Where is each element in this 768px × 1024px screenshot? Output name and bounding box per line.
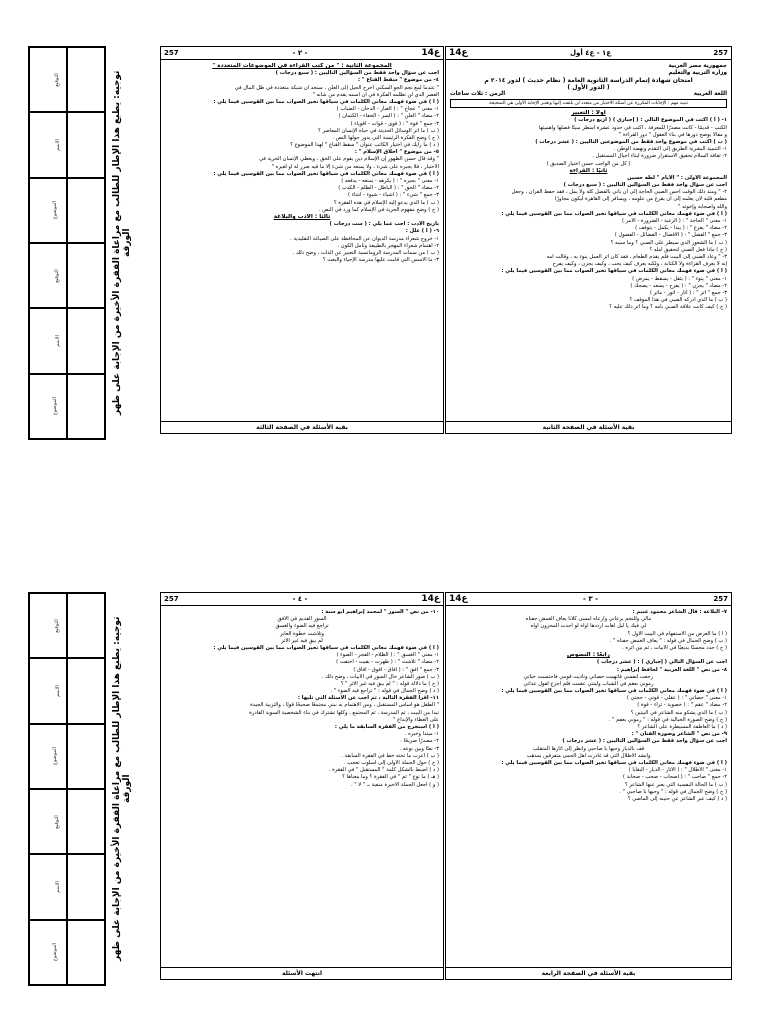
exam-title-block xyxy=(450,63,727,98)
page-two xyxy=(160,46,444,434)
exam-round: ( الدور الأول ) xyxy=(567,84,610,91)
question-line: والله وأصحابه وإخوته " xyxy=(678,203,727,210)
exam-tag: ع14 xyxy=(421,594,440,604)
grid-cell: التوقيع xyxy=(29,789,67,854)
question-line: ٢- مضاد " عقم " : ( خصوبة - ثراء - قوة ) xyxy=(637,702,727,709)
question-line: ( ب ) ما الشعور الذي سيطر على الصبي ؟ وما سببه ؟ xyxy=(610,239,727,246)
question-line: ( ب ) ما الذي يدعو إليه الإسلام في هذه الفقرة ؟ xyxy=(333,199,439,206)
question-line: ( هـ ) ما نوع " ثم " في الفقرة ؟ وما معناها ؟ xyxy=(342,774,439,781)
question-line: ( أ ) استخرج من الفقرة السابقة ما يلي : xyxy=(334,724,439,730)
grid-cell xyxy=(67,789,105,854)
page-number: ع١ - ع٤ أول xyxy=(569,49,612,57)
grid-cell xyxy=(67,308,105,373)
exam-sheet-top xyxy=(0,38,768,448)
page-number: - ٣ - xyxy=(583,595,599,603)
grid-cell xyxy=(67,47,105,112)
question-line: ٢- مضاد " الحق " : ( الباطل - الظلم - الكذب ) xyxy=(338,185,439,192)
question-line: ( أ ) في ضوء فهمك معاني الكلمات في سياقها تخير الصواب مما بين القوسين فيما يلي : xyxy=(213,170,439,177)
question-line: ( ج ) وضح الجمال في قوله : " وحيها يا صاحبي " . xyxy=(619,788,727,795)
question-line: ١- ( أ ) اكتب في الموضوع التالي : ( إجباري ) ( أربع درجات ) xyxy=(574,117,727,124)
grid-cell xyxy=(67,854,105,919)
question-line: ٣- ما الأسس التي قامت عليها مدرسة الإحياء والبعث ؟ xyxy=(322,257,439,264)
page-body xyxy=(446,60,731,314)
page-footer: انتهت الأسئلة xyxy=(161,967,443,979)
question-line: تراجع فيه الضوء والغسق xyxy=(275,623,329,630)
question-line: ( ج ) ماذا فعل الصبي لتحقيق أمله ؟ xyxy=(649,246,727,253)
grid-cell xyxy=(67,243,105,308)
question-line: ٣- جمع " أثر " : ( آثار - أثور - مآثر ) xyxy=(649,289,727,296)
question-line: ( د ) ما العاطفة المسيطرة على الشاعر ؟ xyxy=(637,724,727,730)
question-line: ( أ ) في ضوء فهمك معاني الكلمات في سياقها تخير الصواب مما بين القوسين فيما يلي : xyxy=(213,644,439,651)
question-line: و مقالًا يوضح دورها في بناء العقول " دور القراءة " xyxy=(618,131,727,138)
exam-tag: ع14 xyxy=(421,48,440,58)
question-line: ( ج ) وضح مفهوم الحرية في الإسلام كما ورد في النص . xyxy=(318,206,439,213)
question-line: ٧- البلاغة : قال الشاعر محمود غنيم : xyxy=(632,609,727,615)
page-header xyxy=(161,593,443,606)
question-line: ( د ) وضح الجمال في قوله : " تراجع فيه الضوء " . xyxy=(330,688,439,695)
question-line: المجموعة الأولى : " الأيام " لطه حسين xyxy=(627,174,727,181)
page-header xyxy=(161,47,443,60)
exam-tag: ع14 xyxy=(449,48,468,58)
question-line: قف بالديار وحيها يا صاحبي وانظر إلى آثارها المتقلب xyxy=(532,745,645,752)
question-line: لم يبق فيه غير الأثر xyxy=(281,637,323,644)
marking-grid xyxy=(28,46,106,440)
page-body xyxy=(446,606,731,806)
question-line: ٢- " ومنذ ذلك الوقت أحس الصبي الحاجة إلى أن يأتي بالفضل كله ولا يمل ، فقد حفظ القرآن ، وجعل xyxy=(511,189,727,196)
side-instruction: توجيه: يطبع هذا الإطار للطالب مع مراعاة الفقرة الأخيرة من الإجابة على ظهر الورقة xyxy=(112,70,132,416)
question-line: " عندما لمع نجم الجو السكني أخرج الجيل إلى العلن ، سنجد أن شبكة متعددة في ظل المال في xyxy=(234,84,439,91)
question-line: ( ب ) من سمات المدرسة الرومانسية التعبير عن الذات ، وضح ذلك . xyxy=(292,249,439,256)
question-line: ( ج ) كيف كانت علاقة الصبي بأمه ؟ وما أثر ذلك عليه ؟ xyxy=(609,304,727,311)
question-line: ١- معنى " الأطلال " : ( الآثار - الديار - البقايا ) xyxy=(628,767,727,774)
question-line: العصر الذي لن تظلمه الفكرة في أن اسمه يقدم من شأنه " xyxy=(312,91,439,98)
page-number: - ٤ - xyxy=(292,595,308,603)
grid-cell xyxy=(67,374,105,439)
exam-code: 257 xyxy=(164,595,179,603)
page-four xyxy=(160,592,444,980)
question-line: أجب عن سؤال واحد فقط من السؤالين التاليين : ( عشر درجات ) xyxy=(562,738,727,745)
question-line: ( ب ) وضح الجمال في قوله : " يعاف الغمض جفناه " . xyxy=(609,637,727,644)
question-line: ٣- جمع " شيء " : ( أشياء - شيوء - أشاء ) xyxy=(347,192,439,199)
question-line: ١- خروج شعراء مدرسة الديوان عن المحافظة على الصياغة التقليدية . xyxy=(290,235,439,242)
question-line: ٩- من نص " الشاعر وصورة الفنان " : xyxy=(631,731,727,738)
question-line: ٢- مضاد " يحزن " : ( يفرح - يسعد - يضحك ) xyxy=(630,282,727,289)
question-line: ( أ ) في ضوء فهمك معاني الكلمات في سياقها تخير الصواب مما بين القوسين فيما يلي : xyxy=(501,759,727,766)
page-number: - ٢ - xyxy=(292,49,308,57)
exam-time: الزمن : ثلاث ساعات xyxy=(450,91,506,97)
page-header xyxy=(446,47,731,60)
question-line: ٣- جمع " الفضل " : ( الأفضال - الفضائل - الفضول ) xyxy=(614,232,727,239)
exam-code: 257 xyxy=(713,595,728,603)
grid-cell: الاسم xyxy=(29,308,67,373)
question-line: ( ب ) ما الذي أدركه الصبي في هذا الموقف ؟ xyxy=(629,297,727,304)
question-line: ( ب ) أعرب ما تحته خط في الفقرة السابقة . xyxy=(341,752,439,759)
question-line: ( د ) كيف عبر الشاعر عن حنينه إلى الماضي ؟ xyxy=(627,795,727,802)
grid-cell: التوقيع xyxy=(29,47,67,112)
page-three xyxy=(445,592,732,980)
question-line: ١- التنمية البشرية الطريق إلى التقدم ونهضة الوطن . xyxy=(613,146,727,153)
grid-cell xyxy=(67,658,105,723)
question-line: ثالثًا : الأدب والبلاغة xyxy=(273,213,331,220)
question-line: أجب عن سؤال واحد فقط من السؤالين التاليين : ( سبع درجات ) xyxy=(275,70,439,77)
question-line: ١- معنى " عجاج " : ( الغبار - الدخان - الضباب ) xyxy=(336,106,439,113)
ministry-line: وزارة التربية والتعليم xyxy=(668,70,727,76)
question-line: ( كل من الواجب حسن اختيار الصديق ) xyxy=(546,160,631,167)
question-line: ثانيًا : القراءة xyxy=(569,167,608,174)
question-line: أجب عن السؤال التالي ( إجباري ) : ( عشر درجات ) xyxy=(596,659,727,666)
exam-code: 257 xyxy=(713,49,728,57)
grid-cell xyxy=(67,112,105,177)
question-line: ٥- من موضوع " أخلاق الإسلام " : xyxy=(354,149,439,156)
grid-cell xyxy=(67,724,105,789)
grid-cell: الموضوع xyxy=(29,724,67,789)
question-line: أولًا : التعبير xyxy=(571,110,606,117)
question-line: ٨- من نص " اللغة العربية " لحافظ إبراهيم : xyxy=(616,666,727,673)
question-line: ( ج ) حول الجملة الأولى إلى أسلوب تعجب . xyxy=(343,759,439,766)
question-line: رموني بعقم في الشباب وليتني عقمت فلم أجزع لقول عداتي xyxy=(523,680,654,687)
grid-cell: الموضوع xyxy=(29,178,67,243)
question-line: ( أ ) ما الغرض من الاستفهام في البيت الأول ؟ xyxy=(627,630,727,637)
question-line: ٦- ( أ ) علل : xyxy=(405,228,439,235)
question-line: ( ب ) ما الذي يشكو منه الشاعر في البيتين ؟ xyxy=(630,709,727,716)
question-line: ١٠- من نص " السور " لمحمد إبراهيم أبو سنة : xyxy=(321,609,439,615)
grid-cell: التوقيع xyxy=(29,593,67,658)
question-line: تاريخ الأدب : أجب عما يلي : ( ست درجات ) xyxy=(329,221,439,228)
page-header xyxy=(446,593,731,606)
question-line: ( ج ) وضح الصورة الخيالية في قوله : " رموني بعقم " . xyxy=(608,716,727,723)
grid-cell: الموضوع xyxy=(29,374,67,439)
question-line: تبدأ من البيت ، ثم المدرسة ، ثم المجتمع ، وكلها تشترك في بناء الشخصية السوية القادرة xyxy=(249,709,439,716)
page-footer: بقية الأسئلة في الصفحة الثالثة xyxy=(161,421,443,433)
question-line: مالي وللنجم يرعاني وأرعاه أمسى كلانا يعاف الغمض جفناه xyxy=(525,616,652,623)
question-line: رجعت لنفسي فاتهمت حصاتي وناديت قومي فاحتسبت حياتي xyxy=(523,673,654,680)
exam-sheet-bottom xyxy=(0,584,768,994)
question-line: ( ب ) ما الحالة النفسية التي يعبر عنها الشاعر ؟ xyxy=(624,781,727,788)
question-line: السور القديم في الأفق xyxy=(277,616,327,623)
side-instruction: توجيه: يطبع هذا الإطار للطالب مع مراعاة الفقرة الأخيرة من الإجابة على ظهر الورقة xyxy=(112,616,132,962)
grid-cell: الاسم xyxy=(29,854,67,919)
question-line: وتلاشت خطوة العابر xyxy=(279,630,325,637)
question-line: المجموعة الثانية : " من كتب القراءة في الموضوعات المتعددة " xyxy=(212,63,392,69)
question-line: ( ج ) وضح الفكرة الرئيسة التي يدور حولها النص . xyxy=(332,134,439,141)
question-line: ( أ ) في ضوء فهمك معاني الكلمات في سياقها تخير الصواب مما بين القوسين فيما يلي : xyxy=(501,688,727,695)
grid-cell: الموضوع xyxy=(29,920,67,985)
question-line: لي فيك يا ليل آهات أرددها أواه لو أجدت المحزون أواه xyxy=(530,623,647,630)
page-body xyxy=(161,606,443,792)
page-footer: بقية الأسئلة في الصفحة الثانية xyxy=(446,421,731,433)
question-line: ١- معنى " الغسق " : ( الظلام - الفجر - الضوء ) xyxy=(336,652,439,659)
question-lines xyxy=(450,110,727,311)
exam-title: امتحان شهادة إتمام الدراسة الثانوية العامة ( نظام حديث ) لدور ٢٠١٤ م xyxy=(484,77,693,84)
important-note: تنبيه مهم : الإجابات المكررة عن أسئلة الاختيار من متعدد لن يلتفت إليها وتعتبر الإجابة الأولى هي الصحيحة xyxy=(450,99,727,108)
grid-cell: الاسم xyxy=(29,112,67,177)
question-line: ١- معنى " الحاجة " : ( الرغبة - الضرورة - الأمر ) xyxy=(622,218,727,225)
question-line: ( أ ) في ضوء فهمك معاني الكلمات في سياقها تخير الصواب مما بين القوسين فيما يلي : xyxy=(501,210,727,217)
exam-code: 257 xyxy=(164,49,179,57)
question-line: ( أ ) في ضوء فهمك معاني الكلمات في سياقها تخير الصواب مما بين القوسين فيما يلي : xyxy=(213,98,439,105)
question-line: ٣- جمع " أفق " : ( آفاق - أفوق - أفاق ) xyxy=(353,666,439,673)
question-line: ٢- مضاد " يفرغ " : ( يبدأ - يكمل - يتوقف ) xyxy=(635,225,727,232)
question-line: إنه لا يعرف القراءة ولا الكتابة ، ولكنه يعرف كيف يحب ، وكيف يحزن ، وكيف يفرح xyxy=(552,261,727,268)
question-line: ٢- ثقافة السلام تحقيق الاستقرار ضرورة لبناء أجيال المستقبل . xyxy=(592,153,727,160)
marking-grid xyxy=(28,592,106,986)
exam-tag: ع14 xyxy=(449,594,468,604)
page-footer: بقية الأسئلة في الصفحة الرابعة xyxy=(446,967,731,979)
question-line: ١- مبتدأ وخبره . xyxy=(404,731,439,738)
question-line: مطعم قلبه لأن يعلمه إلى أن يفرغ من علومه ، ويسافر إلى القاهرة ليكون مجاورًا xyxy=(555,196,727,203)
question-line: وانشد الأطلال التي قد غادرت أهل الحمى متفرقين بمذهب xyxy=(526,752,651,759)
subject-row xyxy=(450,91,727,98)
question-line: ( ج ) ما دلالة قوله : " لم يبق فيه غير الأثر " ؟ xyxy=(340,680,439,687)
question-line: ٢- مضاد " تلاشت " : ( ظهرت - بقيت - اختفت ) xyxy=(336,659,439,666)
question-line: ( د ) ما رأيك في اختيار الكاتب عنوان " سقط القناع " لهذا الموضوع ؟ xyxy=(290,142,439,149)
question-line: ( ب ) ما أثر الوسائل الحديثة في حياة الإنسان المعاصر ؟ xyxy=(318,127,439,134)
page-one xyxy=(445,46,732,434)
question-line: ( أ ) في ضوء فهمك معاني الكلمات في سياقها تخير الصواب مما بين القوسين فيما يلي : xyxy=(501,268,727,275)
question-line: الاختيار ، فلا يجبره على شيء ، ولا يمنعه من شيء إلا ما فيه ضرر له أو لغيره " xyxy=(271,163,439,170)
question-line: ١- معنى " ينوء " : ( يثقل - يسقط - يمرض ) xyxy=(632,275,727,282)
question-line: رابعًا : النصوص xyxy=(567,652,610,659)
question-line: ( و ) اجعل الجملة الأخيرة منفية بـ " لا " . xyxy=(350,781,439,788)
grid-cell xyxy=(67,178,105,243)
page-body xyxy=(161,60,443,267)
question-line: الكتب - قديمًا - كانت مصدرًا للمعرفة ، اكتب في حدود عشرة أسطر مبينًا فضلها وأهميتها xyxy=(538,124,727,131)
question-line: ٣- جمع " قوة " : ( قوى - قوات - أقوياء ) xyxy=(350,120,439,127)
question-line: على العطاء والإبداع " xyxy=(393,716,439,723)
question-line: ٢- مصدرًا صريحًا . xyxy=(400,738,439,745)
question-line: ( د ) اضبط بالشكل كلمة " المستقبل " في الفقرة . xyxy=(328,767,439,774)
question-line: ٣- " وعاد الصبي إلى البيت فلم يقدم الطعام ، فقد كان أثر العمل ينوء به ، وقالت أمه xyxy=(546,253,727,260)
grid-cell xyxy=(67,593,105,658)
subject-name: اللغة العربية xyxy=(693,91,727,97)
question-line: ١١- اقرأ الفقرة التالية ، ثم أجب عن الأسئلة التي تليها : xyxy=(297,695,439,702)
grid-cell xyxy=(67,920,105,985)
question-line: ٣- نعتًا وبين نوعه . xyxy=(399,745,439,752)
question-line: ١- معنى " حصاتي " : ( عقلي - قوتي - حجتي ) xyxy=(626,695,727,702)
question-line: ٤- من موضوع " سقط القناع " : xyxy=(357,77,439,84)
question-line: ( ب ) اكتب في موضوع واحد فقط من الموضوعين التاليين : ( عشر درجات ) xyxy=(535,138,727,145)
grid-cell: التوقيع xyxy=(29,243,67,308)
question-line: " وقد قال حسن الظهور إن الإسلام دين يقوم على الحق ، ويعطي الإنسان الحرية في xyxy=(259,156,439,163)
question-line: ( ب ) صور الشاعر حال السور في الأبيات ، وضح ذلك . xyxy=(321,673,439,680)
question-line: " الطفل هو أساس المستقبل ، ومن الاهتمام به نبني مجتمعًا صحيحًا قويًا ، والتربية الجيدة xyxy=(250,702,439,709)
grid-cell: الاسم xyxy=(29,658,67,723)
question-line: ٢- اهتمام شعراء المهجر بالطبيعة وتأمل الكون . xyxy=(337,242,439,249)
ministry-line: جمهورية مصر العربية xyxy=(668,63,727,69)
question-line: ( ج ) حدد محسنًا بديعيًا في الأبيات ، ثم بين أثره . xyxy=(622,644,727,651)
question-line: أجب عن سؤال واحد فقط من السؤالين التاليين : ( سبع درجات ) xyxy=(563,182,727,189)
question-line: ٢- جمع " صاحب " : ( أصحاب - صحب - صحابة ) xyxy=(622,774,727,781)
question-line: ٢- مضاد " العلن " : ( السر - الخفاء - الكتمان ) xyxy=(338,113,439,120)
question-line: ١- معنى " يجبره " : ( يكرهه - يمنعه - يدفعه ) xyxy=(341,178,439,184)
